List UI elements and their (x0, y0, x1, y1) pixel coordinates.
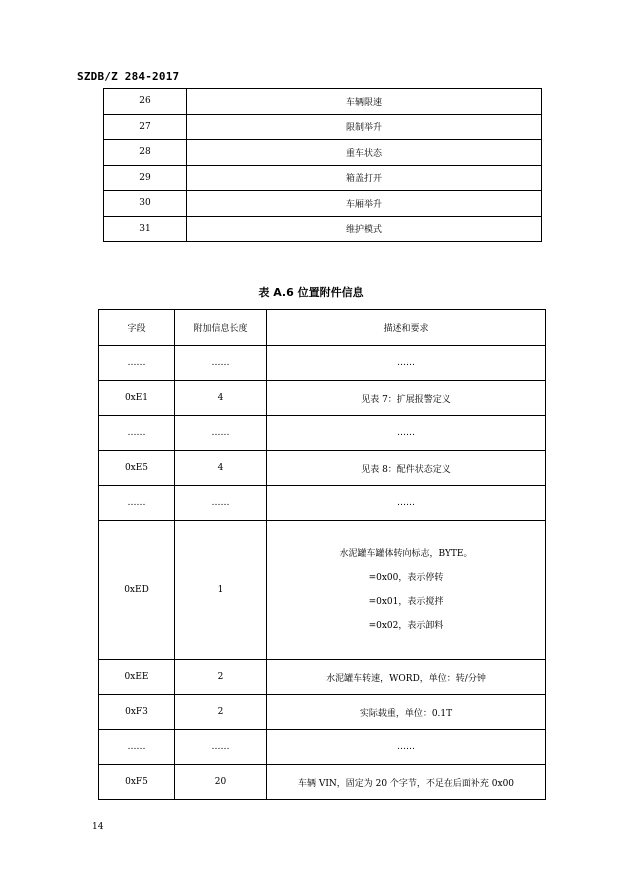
document-code: SZDB/Z 284-2017 (77, 70, 180, 83)
bit-name-cell: 维护模式 (187, 216, 542, 242)
length-cell: …… (175, 730, 267, 765)
bit-name-cell: 车辆限速 (187, 89, 542, 115)
length-cell: 2 (175, 695, 267, 730)
table-row (104, 216, 542, 242)
field-cell: …… (99, 416, 175, 451)
column-header-length: 附加信息长度 (175, 310, 267, 346)
bit-id-cell: 31 (104, 216, 187, 242)
description-cell: 见表 8：配件状态定义 (267, 451, 546, 486)
table-row (104, 140, 542, 166)
position-attachment-table (98, 309, 546, 800)
table-row (99, 730, 546, 765)
field-cell: 0xF3 (99, 695, 175, 730)
description-cell (267, 521, 546, 660)
table-row (99, 381, 546, 416)
page-number: 14 (92, 822, 104, 832)
length-cell: 4 (175, 451, 267, 486)
bit-name-cell: 限制举升 (187, 114, 542, 140)
bit-id-cell: 26 (104, 89, 187, 115)
description-cell: …… (267, 346, 546, 381)
table-row (104, 191, 542, 217)
table-row (99, 416, 546, 451)
table-row (104, 114, 542, 140)
bit-id-cell: 28 (104, 140, 187, 166)
bit-id-cell: 27 (104, 114, 187, 140)
table-row (104, 165, 542, 191)
description-cell: 见表 7：扩展报警定义 (267, 381, 546, 416)
description-cell: …… (267, 486, 546, 521)
length-cell: 2 (175, 660, 267, 695)
table-row (99, 660, 546, 695)
field-cell: 0xEE (99, 660, 175, 695)
table-row (104, 89, 542, 115)
field-cell: 0xF5 (99, 765, 175, 800)
description-line: =0x02，表示卸料 (368, 621, 444, 631)
table-row (99, 486, 546, 521)
bit-name-cell: 车厢举升 (187, 191, 542, 217)
field-cell: …… (99, 486, 175, 521)
column-header-description: 描述和要求 (267, 310, 546, 346)
column-header-field: 字段 (99, 310, 175, 346)
description-cell: …… (267, 416, 546, 451)
description-cell: 实际载重，单位：0.1T (267, 695, 546, 730)
length-cell: 4 (175, 381, 267, 416)
table-row (99, 521, 546, 660)
table-title: 表 A.6 位置附件信息 (258, 286, 364, 299)
field-cell: …… (99, 730, 175, 765)
field-cell: 0xE1 (99, 381, 175, 416)
bit-id-cell: 30 (104, 191, 187, 217)
length-cell: …… (175, 486, 267, 521)
description-line: 水泥罐车罐体转向标志，BYTE。 (339, 549, 473, 559)
table-row (99, 765, 546, 800)
length-cell: …… (175, 346, 267, 381)
description-cell: …… (267, 730, 546, 765)
table-row (99, 695, 546, 730)
description-cell: 水泥罐车转速，WORD，单位：转/分钟 (267, 660, 546, 695)
description-cell: 车辆 VIN，固定为 20 个字节，不足在后面补充 0x00 (267, 765, 546, 800)
bit-name-cell: 重车状态 (187, 140, 542, 166)
description-line: =0x01，表示搅拌 (368, 597, 444, 607)
table-header-row (99, 310, 546, 346)
length-cell: 20 (175, 765, 267, 800)
length-cell: …… (175, 416, 267, 451)
field-cell: 0xED (99, 521, 175, 660)
table-row (99, 346, 546, 381)
bit-id-cell: 29 (104, 165, 187, 191)
length-cell: 1 (175, 521, 267, 660)
description-line: =0x00，表示停转 (368, 573, 444, 583)
table-row (99, 451, 546, 486)
status-bits-table (103, 88, 542, 242)
field-cell: …… (99, 346, 175, 381)
field-cell: 0xE5 (99, 451, 175, 486)
bit-name-cell: 箱盖打开 (187, 165, 542, 191)
